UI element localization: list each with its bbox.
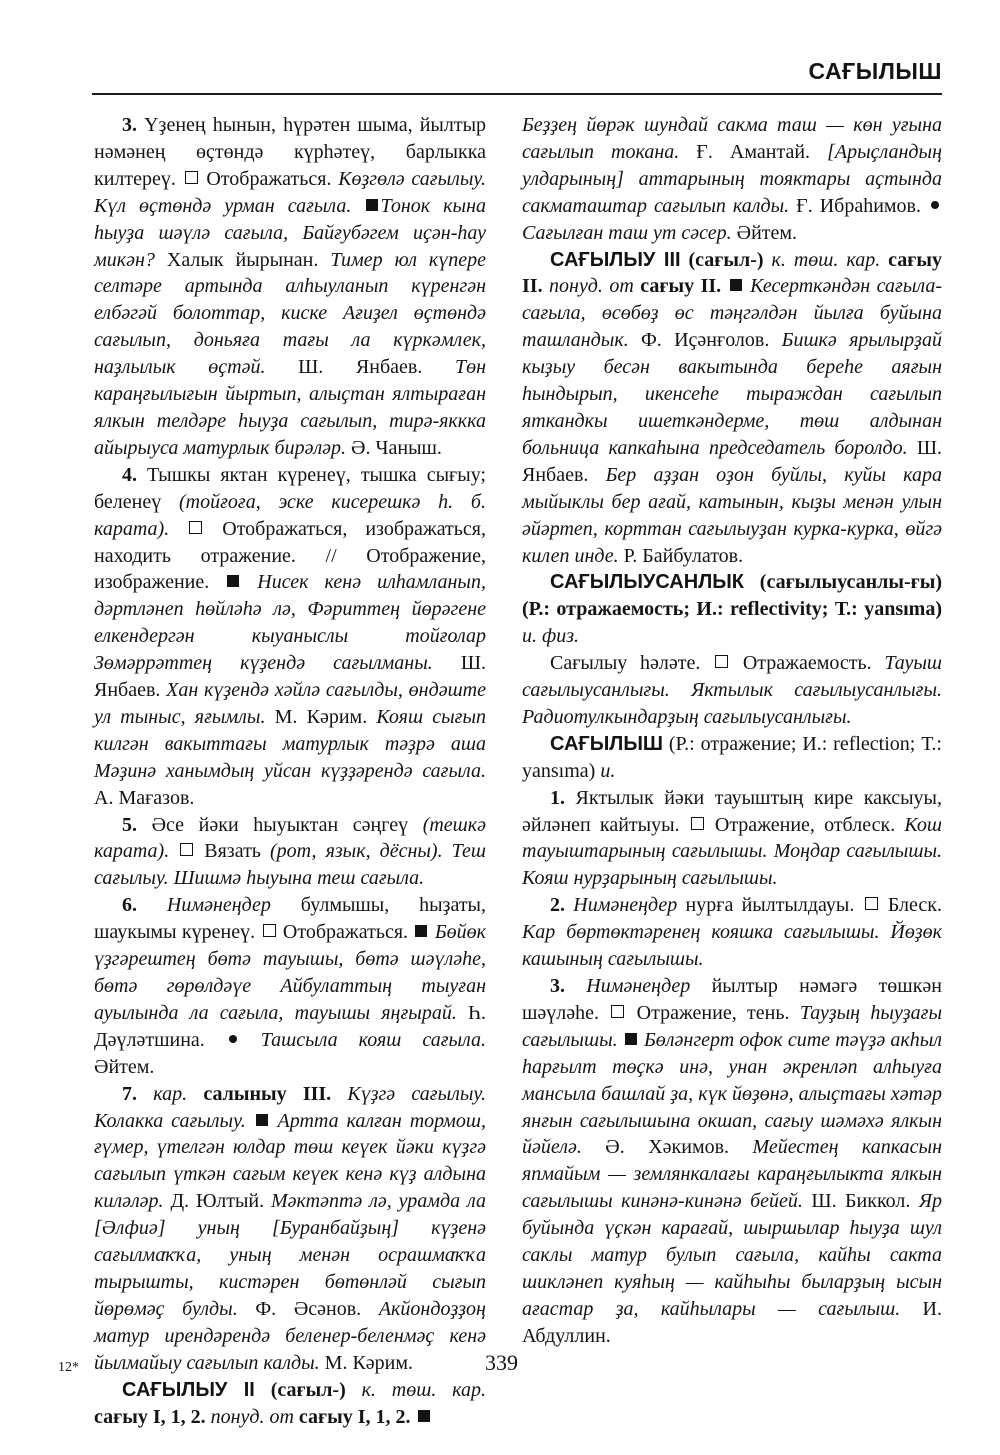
proverb-marker-icon <box>931 201 939 209</box>
translation-marker-icon <box>611 1005 624 1018</box>
sagylysh-sense-2: 2. Нимәнеңдер нурға йылтылдауы. Блеск. Кар бөртөктәренең кояшка сағылышы. Йөҙөк кашының сағылышы. <box>522 894 942 971</box>
example-marker-icon <box>366 199 378 211</box>
header-rule <box>92 93 942 95</box>
sagylysh-sense-3: 3. Нимәнеңдер йылтыр нәмәгә төшкән шәүләһе. Отражение, тень. Тауҙың һыуҙағы сағылышы. Бөләнгерт офок сите тәүҙә акһыл һарғылт төҫкә инә, унан әкренләп алһыуға мансыла башлай ҙа, күк йөҙөнә, алыҫтағы хәтәр янғын сағылышына окшап, сағыу шәмәхә ялкын йәйелә. Ә. Хәкимов. Мейестең капкасын япмайым — землянкалағы караңғылыкта ялкын сағылышы кинәнә-кинәнә бейей. Ш. Биккол. Яр буйында үҫкән карағай, шыршылар һыуҙа шул саклы матур булып сағыла, кайһы сакта шикләнеп куяһың — кайһыһы быларҙың ысын ағастар ҙа, кайһылары — сағылыш. И. Абдуллин. <box>522 975 943 1347</box>
example-marker-icon <box>418 1410 430 1422</box>
page-number: 339 <box>485 1350 518 1375</box>
entry-sagylyu-2: САҒЫЛЫУ II (сағыл-) к. төш. кар. сағыу I, 1, 2. понуд. от сағыу I, 1, 2. <box>94 1378 487 1428</box>
example-marker-icon <box>227 575 239 587</box>
translation-marker-icon <box>691 817 704 830</box>
continued-examples: Беҙҙең йөрәк шундай сакма таш — көн уғына сағылып токана. Ғ. Амантай. [Арыҫландың улдарының] аттарының тояктары аҫтында сакматаштар сағылып калды. Ғ. Ибраһимов. Сағылған таш ут сәсер. Әйтем. <box>522 114 942 244</box>
translation-marker-icon <box>189 521 202 534</box>
example-marker-icon <box>730 279 742 291</box>
translation-marker-icon <box>865 897 878 910</box>
sense-5: 5. Әсе йәки һыуыктан сәңгеү (тешкә карата). Вязать (рот, язык, дёсны). Теш сағылыу. Шишмә һыуына теш сағыла. <box>94 813 487 890</box>
translation-marker-icon <box>263 924 276 937</box>
right-column <box>522 112 942 1350</box>
signature-mark: 12* <box>58 1360 79 1375</box>
translation-marker-icon <box>715 655 728 668</box>
left-column <box>94 112 486 1430</box>
translation-marker-icon <box>185 171 198 184</box>
sense-6: 6. Нимәнеңдер булмышы, һыҙаты, шаукымы күренеү. Отображаться. Бөйөк үҙгәрештең бөтә тауышы, бөтә шәүләһе, бөтә гөрөлдәүе Айбулаттың тыуған ауылында ла сағыла, тауышы яңғырай. Һ. Дәүләтшина. Ташсыла кояш сағыла. Әйтем. <box>94 894 487 1078</box>
sense-7: 7. кар. салыныу III. Күҙгә сағылыу. Колакка сағылыу. Артта калған тормош, ғүмер, үтелгән юлдар төш кеүек йәки күҙгә сағылып үткән сағым кеүек кенә күҙ алдына киләләр. Д. Юлтый. Мәктәптә лә, урамда ла [Әлфиә] уның [Буранбайҙың] күҙенә сағылмаҡҡа, уның менән осрашмаҡҡа тырышты, кистәрен бөтөнләй сығып йөрөмәҫ булды. Ф. Әсәнов. Акйондоҙҙоң матур ирендәрендә беленер-беленмәҫ кенә йылмайыу сағылып калды. М. Кәрим. <box>94 1082 487 1374</box>
entry-sagylyusanlyk-definition: Сағылыу һәләте. Отражаемость. Тауыш сағылыусанлығы. Яктылык сағылыусанлығы. Радиотулкындарҙың сағылыусанлығы. <box>522 652 942 728</box>
sense-4: 4. Тышкы яктан күренеү, тышка сығыу; беленеү (тойғоға, эске кисерешкә һ. б. карата). Отображаться, изображаться, находить отражение. // Отображение, изображение. Нисек кенә илһамланып, дәртләнеп һөйләһә лә, Фәриттең йөрәгене елкендергән кыуаныслы тойғолар Зөмәррәттең күҙендә сағылманы. Ш. Янбаев. Хан күҙендә хәйлә сағылды, өндәште ул тыныс, яғымлы. М. Кәрим. Кояш сығып килгән вакыттағы матурлык тәҙрә аша Мәҙинә ханымдың уйсан күҙҙәрендә сағыла. А. Мағазов. <box>94 463 487 809</box>
example-marker-icon <box>625 1033 637 1045</box>
proverb-marker-icon <box>229 1035 237 1043</box>
example-marker-icon <box>256 1114 268 1126</box>
sagylysh-sense-1: 1. Яктылык йәки тауыштың кире каксыуы, әйләнеп кайтыуы. Отражение, отблеск. Кош тауыштарының сағылышы. Моңдар сағылышы. Кояш нурҙарының сағылышы. <box>522 786 942 890</box>
entry-sagylyusanlyk: САҒЫЛЫУСАНЛЫК (сағылыусанлы-ғы) (Р.: отражаемость; И.: reflectivity; Т.: yansıma) и. физ. <box>522 571 942 648</box>
entry-sagylyu-3: САҒЫЛЫУ III (сағыл-) к. төш. кар. сағыу II. понуд. от сағыу II. Кесерткәндән сағыла-сағыла, өсөбөҙ өс тәңгәлдән йылға буйына ташландык. Ф. Иҫәнғолов. Бишкә ярылырҙай кыҙыу бесән вакытында береһе аяғын һындырып, икенсеһе тыраждан сағылып яткандкы ишеткәндерме, төш алдынан больница капкаһына председатель боролдо. Ш. Янбаев. Бер аҙҙан оҙон буйлы, куйы кара мыйыклы бер ағай, катынын, кыҙы менән улын әйәртеп, корттан сағылыуҙан курка-курка, өйгә килеп инде. Р. Байбулатов. <box>522 248 943 567</box>
translation-marker-icon <box>180 843 193 856</box>
entry-sagylysh: САҒЫЛЫШ (Р.: отражение; И.: reflection; Т.: yansıma) и. <box>522 732 942 782</box>
example-marker-icon <box>415 925 427 937</box>
sense-3: 3. Үҙенең һынын, һүрәтен шыма, йылтыр нәмәнең өҫтөндә күрһәтеү, барлыкка килтереү. Отображаться. Көҙгөлә сағылыу. Күл өҫтөндә урман сағыла. Тонок кына һыуҙа шәүлә сағыла, Байғубәгем иҫән-һау микән? Халык йырынан. Тимер юл күпере селтәре артында алһыуланып күренгән елбәгәй болоттар, киске Ағиҙел өҫтөндә сағылып, доньяға тағы ла күркәмлек, наҙлылык өҫтәй. Ш. Янбаев. Төн караңғылығын йыртып, алыҫтан ялтыраған ялкын телдәре һыуҙа сағылып, тирә-яккка айырыуса матурлык бирәләр. Ә. Чаныш. <box>94 114 487 459</box>
running-head: САҒЫЛЫШ <box>808 58 942 84</box>
